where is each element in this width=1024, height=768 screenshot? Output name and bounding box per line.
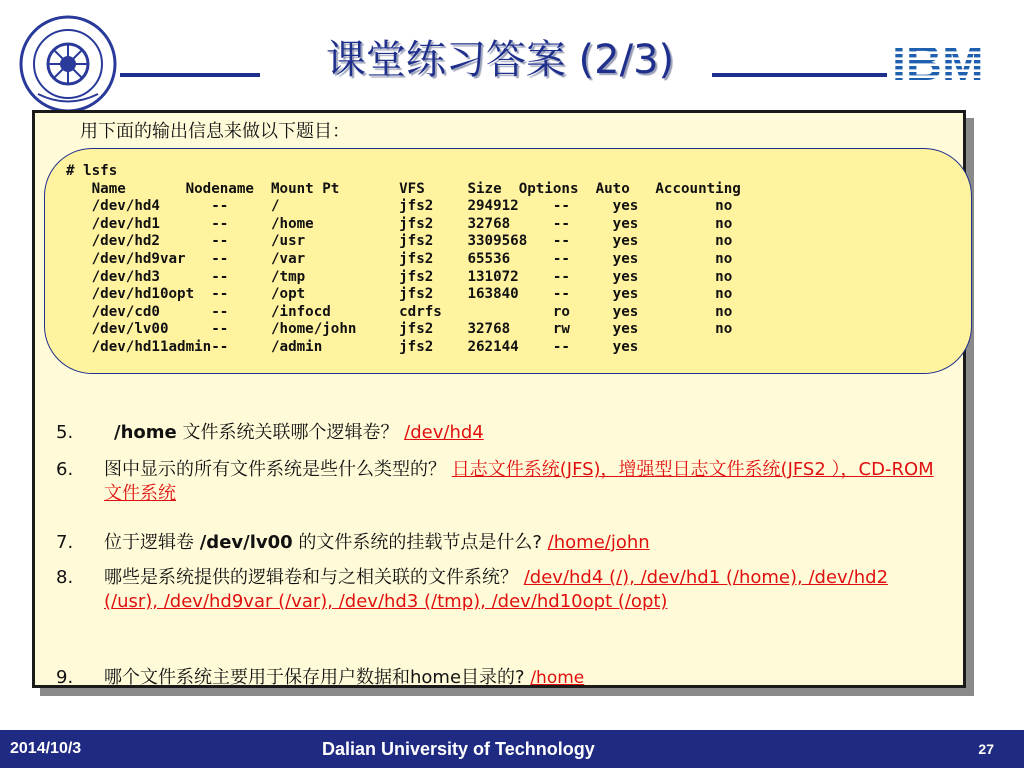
question-text: 图中显示的所有文件系统是些什么类型的？ xyxy=(104,459,452,480)
footer-organization: Dalian University of Technology xyxy=(322,739,595,759)
terminal-row: /dev/hd4 -- / jfs2 294912 -- yes no xyxy=(66,198,733,215)
question-text: 哪个文件系统主要用于保存用户数据和home目录的? xyxy=(104,667,531,688)
terminal-row: /dev/lv00 -- /home/john jfs2 32768 rw yes no xyxy=(66,321,733,338)
answer-link[interactable]: /dev/hd4 (/), /dev/hd1 (/home), /dev/hd2 (/usr), /dev/hd9var (/var), /dev/hd3 (/tmp), /dev/hd10opt (/opt) xyxy=(104,567,889,612)
university-seal-logo xyxy=(18,14,118,114)
question-text: 位于逻辑卷 xyxy=(104,532,200,553)
answer-link[interactable]: 日志文件系统(JFS)，增强型日志文件系统(JFS2 ），CD-ROM文件系统 xyxy=(104,459,934,504)
terminal-row: /dev/hd2 -- /usr jfs2 3309568 -- yes no xyxy=(66,233,733,250)
svg-text:IBM: IBM xyxy=(892,36,984,84)
answer-link[interactable]: /home xyxy=(530,668,585,688)
question-text: 的文件系统的挂载节点是什么? xyxy=(292,532,548,553)
terminal-row: /dev/hd9var -- /var jfs2 65536 -- yes no xyxy=(66,250,733,267)
title-underline-right xyxy=(712,73,887,77)
footer-date: 2014/10/3 xyxy=(10,740,82,757)
terminal-output xyxy=(66,163,741,357)
terminal-command: # lsfs xyxy=(66,163,118,179)
ibm-logo xyxy=(888,36,1004,84)
question-keyword: /dev/lv00 xyxy=(199,532,293,553)
terminal-row: /dev/hd3 -- /tmp jfs2 131072 -- yes no xyxy=(66,268,733,285)
question-text: 哪些是系统提供的逻辑卷和与之相关联的文件系统？ xyxy=(104,567,524,588)
page-number: 27 xyxy=(978,741,994,757)
answer-link[interactable]: /home/john xyxy=(547,532,650,553)
terminal-row: /dev/hd10opt -- /opt jfs2 163840 -- yes no xyxy=(66,286,733,303)
footer-bar xyxy=(0,730,1024,768)
question-number: 9. xyxy=(56,667,74,688)
question-number: 8. xyxy=(56,567,74,588)
question-keyword: /home xyxy=(114,422,177,443)
terminal-header-row: Name Nodename Mount Pt VFS Size Options Auto Accounting xyxy=(66,180,741,197)
answer-link[interactable]: /dev/hd4 xyxy=(404,422,484,443)
question-number: 5. xyxy=(56,422,74,443)
terminal-row: /dev/cd0 -- /infocd cdrfs ro yes no xyxy=(66,303,733,320)
slide-title: 课堂练习答案 (2/3) xyxy=(325,37,675,83)
terminal-row: /dev/hd11admin-- /admin jfs2 262144 -- yes xyxy=(66,338,639,355)
question-text: 文件系统关联哪个逻辑卷？ xyxy=(176,422,405,443)
terminal-row: /dev/hd1 -- /home jfs2 32768 -- yes no xyxy=(66,215,733,232)
question-number: 6. xyxy=(56,459,74,480)
question-number: 7. xyxy=(56,532,74,553)
instruction-text: 用下面的输出信息来做以下题目： xyxy=(80,121,350,142)
